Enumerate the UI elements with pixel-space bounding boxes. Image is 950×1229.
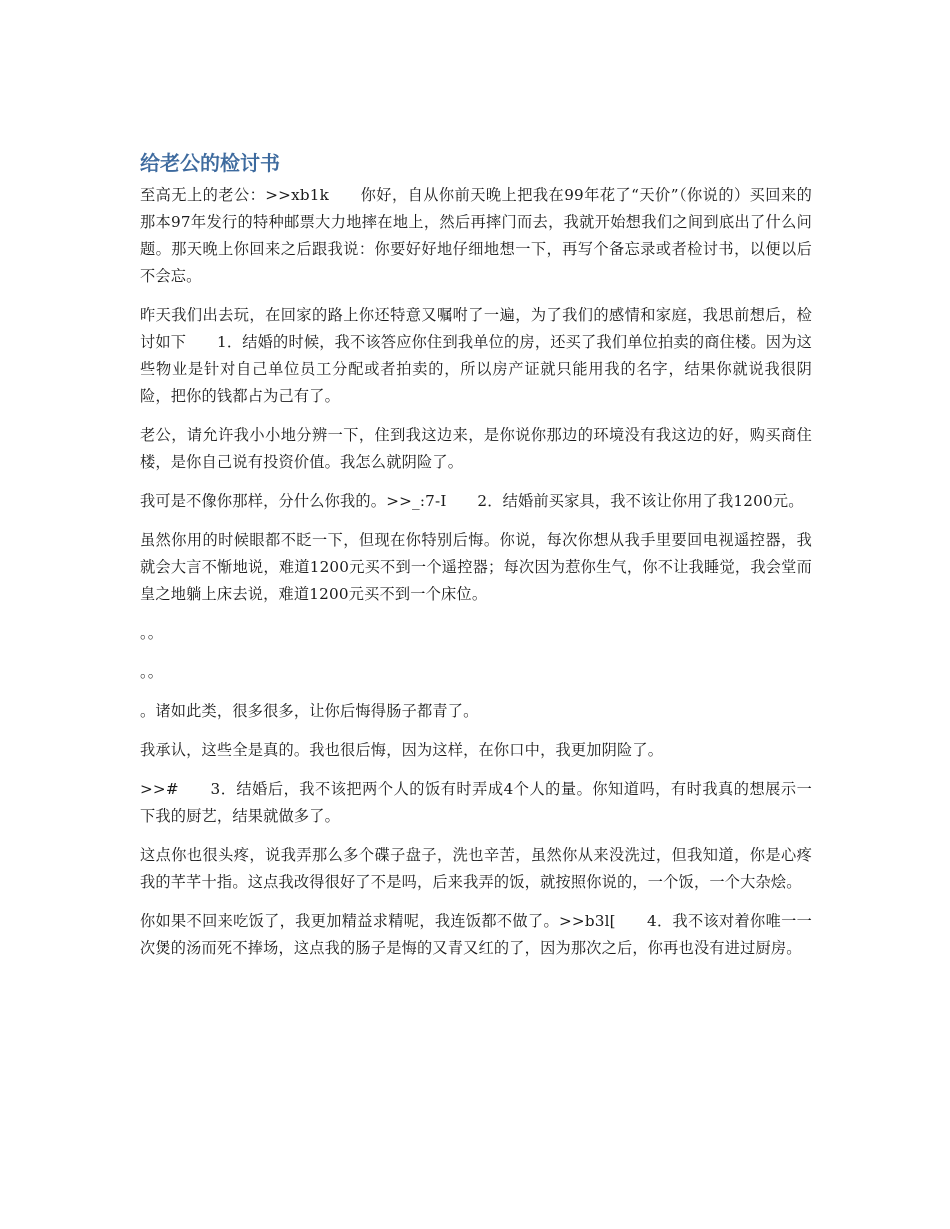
paragraph-7: 。。 [140,663,164,681]
paragraph-10: >># 3．结婚后，我不该把两个人的饭有时弄成4个人的量。你知道吗，有时我真的想展示一下我的厨艺，结果就做多了。 [140,780,812,825]
paragraph-3: 老公，请允许我小小地分辨一下，住到我这边来，是你说你那边的环境没有我这边的好，购买商住楼，是你自己说有投资价值。我怎么就阴险了。 [140,426,812,471]
paragraph-9: 我承认，这些全是真的。我也很后悔，因为这样，在你口中，我更加阴险了。 [140,741,664,759]
paragraph-4: 我可是不像你那样，分什么你我的。>>_:7-I 2．结婚前买家具，我不该让你用了我1200元。 [140,492,804,510]
paragraph-1: 至高无上的老公：>>xb1k 你好，自从你前天晚上把我在99年花了“天价”（你说的）买回来的那本97年发行的特种邮票大力地摔在地上，然后再摔门而去，我就开始想我们之间到底出了什么问题。那天晚上你回来之后跟我说：你要好好地仔细地想一下，再写个备忘录或者检讨书，以便以后不会忘。 [140,186,812,285]
paragraph-6: 。。 [140,624,164,642]
document-title: 给老公的检讨书 [140,151,280,175]
paragraph-12: 你如果不回来吃饭了，我更加精益求精呢，我连饭都不做了。>>b3l[ 4．我不该对着你唯一一次煲的汤而死不捧场，这点我的肠子是悔的又青又红的了，因为那次之后，你再也没有进过厨房。 [140,912,812,957]
paragraph-5: 虽然你用的时候眼都不眨一下，但现在你特别后悔。你说，每次你想从我手里要回电视遥控器，我就会大言不惭地说，难道1200元买不到一个遥控器；每次因为惹你生气，你不让我睡觉，我会堂而皇之地躺上床去说，难道1200元买不到一个床位。 [140,531,812,603]
paragraph-11: 这点你也很头疼，说我弄那么多个碟子盘子，洗也辛苦，虽然你从来没洗过，但我知道，你是心疼我的芊芊十指。这点我改得很好了不是吗，后来我弄的饭，就按照你说的，一个饭，一个大杂烩。 [140,846,812,891]
document-page [140,148,812,974]
paragraph-8: 。诸如此类，很多很多，让你后悔得肠子都青了。 [140,702,479,720]
paragraph-2: 昨天我们出去玩，在回家的路上你还特意又嘱咐了一遍，为了我们的感情和家庭，我思前想后，检讨如下 1．结婚的时候，我不该答应你住到我单位的房，还买了我们单位拍卖的商住楼。因为这些物业是针对自己单位员工分配或者拍卖的，所以房产证就只能用我的名字，结果你就说我很阴险，把你的钱都占为己有了。 [140,306,812,405]
